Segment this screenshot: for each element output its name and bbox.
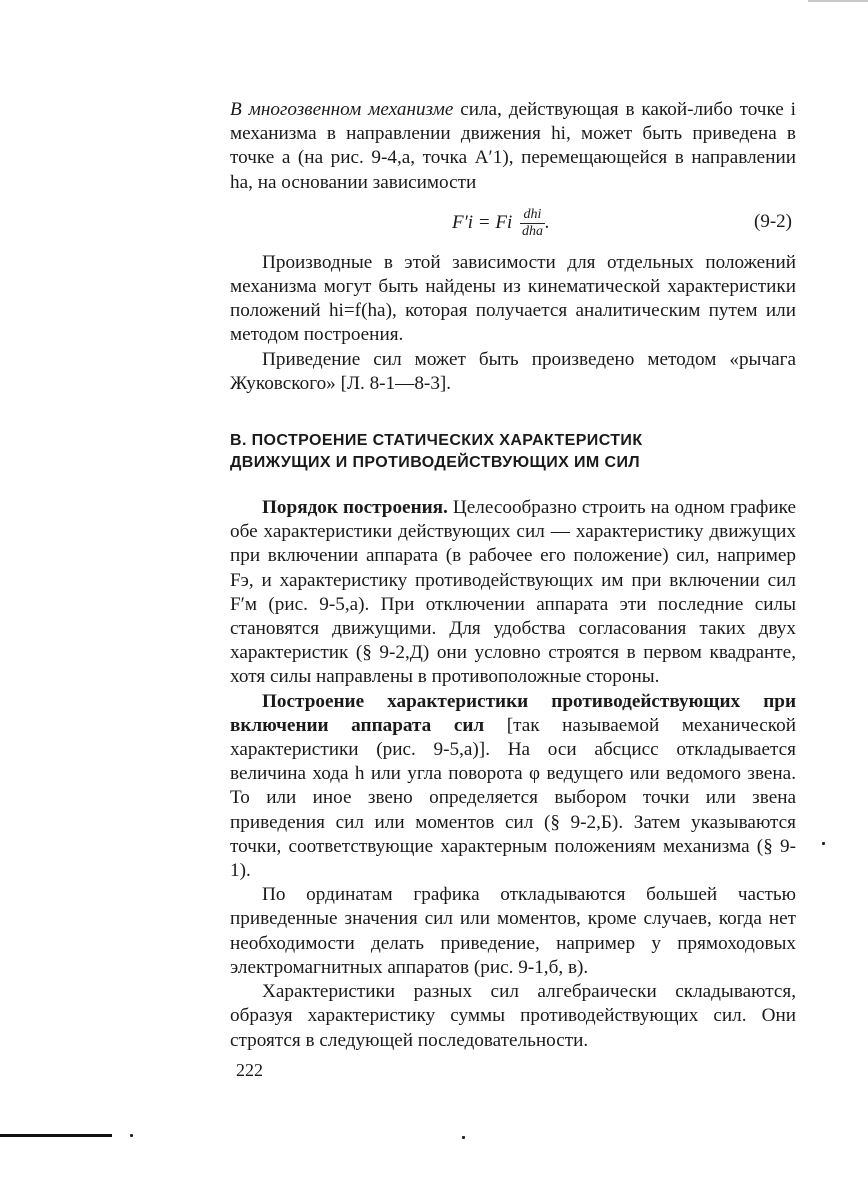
bold-lead: Построение характеристики противодействующих при включении аппарата сил	[230, 690, 796, 736]
formula-numerator: dhi	[520, 207, 545, 224]
scan-artifact-dot	[822, 842, 825, 845]
equation-number: (9-2)	[754, 210, 792, 232]
paragraph-derivatives: Производные в этой зависимости для отдельных положений механизма могут быть найдены из кинематической характеристики положений hi=f(ha), которая получается аналитическим путем или методом построения.	[230, 251, 796, 346]
paragraph-text: [так называемой механической характеристики (рис. 9-5,а)]. На оси абсцисс откладывается величина хода h или угла поворота φ ведущего или ведомого звена. То или иное звено определяется выбором точки или звена приведения сил или моментов сил (§ 9-2,Б). Затем указываются точки, соответствующие характерным положениям механизма (§ 9-1).	[230, 714, 796, 882]
scan-edge-mark	[808, 0, 868, 2]
formula-denominator: dha	[522, 223, 543, 239]
page-number: 222	[236, 1060, 263, 1080]
paragraph-text: сила, действующая в какой-либо точке i механизма в направлении движения hi, может быть приведена в точке a (на рис. 9-4,а, точка A′1), перемещающейся в направлении ha, на основании зависимости	[230, 99, 796, 193]
scan-artifact-line	[0, 1134, 112, 1137]
scan-artifact-dot	[130, 1134, 133, 1137]
paragraph-construction	[230, 690, 796, 884]
section-heading-line2: ДВИЖУЩИХ И ПРОТИВОДЕЙСТВУЮЩИХ ИМ СИЛ	[230, 454, 640, 472]
paragraph-text: Целесообразно строить на одном графике обе характеристики действующих сил — характеристику движущих при включении аппарата (в рабочее его положение) сил, например Fэ, и характеристику противодействующих им при включении сил F′м (рис. 9-5,а). При отключении аппарата эти последние силы становятся движущими. Для удобства согласования таких двух характеристик (§ 9-2,Д) они условно строятся в первом квадранте, хотя силы направлены в противоположные стороны.	[230, 497, 796, 688]
paragraph-ordinates: По ординатам графика откладываются большей частью приведенные значения сил или моментов, кроме случаев, когда нет необходимости делать приведение, например у прямоходовых электромагнитных аппаратов (рис. 9-1,б, в).	[230, 884, 796, 978]
section-heading	[230, 430, 796, 474]
formula-tail: .	[545, 211, 550, 233]
paragraph-sum: Характеристики разных сил алгебраически складываются, образуя характеристику суммы противодействующих сил. Они строятся в следующей последовательности.	[230, 981, 796, 1051]
formula-lhs: F′i = Fi	[452, 211, 513, 233]
paragraph-multilink	[230, 98, 796, 195]
bold-lead: Порядок построения.	[262, 497, 448, 519]
italic-term: В многозвенном механизме	[230, 99, 454, 120]
paragraph-zhukovsky: Приведение сил может быть произведено методом «рычага Жуковского» [Л. 8-1—8-3].	[230, 348, 796, 394]
formula-expression	[452, 207, 550, 240]
section-heading-line1: В. ПОСТРОЕНИЕ СТАТИЧЕСКИХ ХАРАКТЕРИСТИК	[230, 432, 643, 450]
formula-9-2	[230, 197, 796, 245]
formula-fraction	[520, 207, 545, 240]
text-column	[230, 98, 796, 1053]
scan-artifact-dot	[462, 1136, 465, 1139]
paragraph-procedure	[230, 496, 796, 690]
